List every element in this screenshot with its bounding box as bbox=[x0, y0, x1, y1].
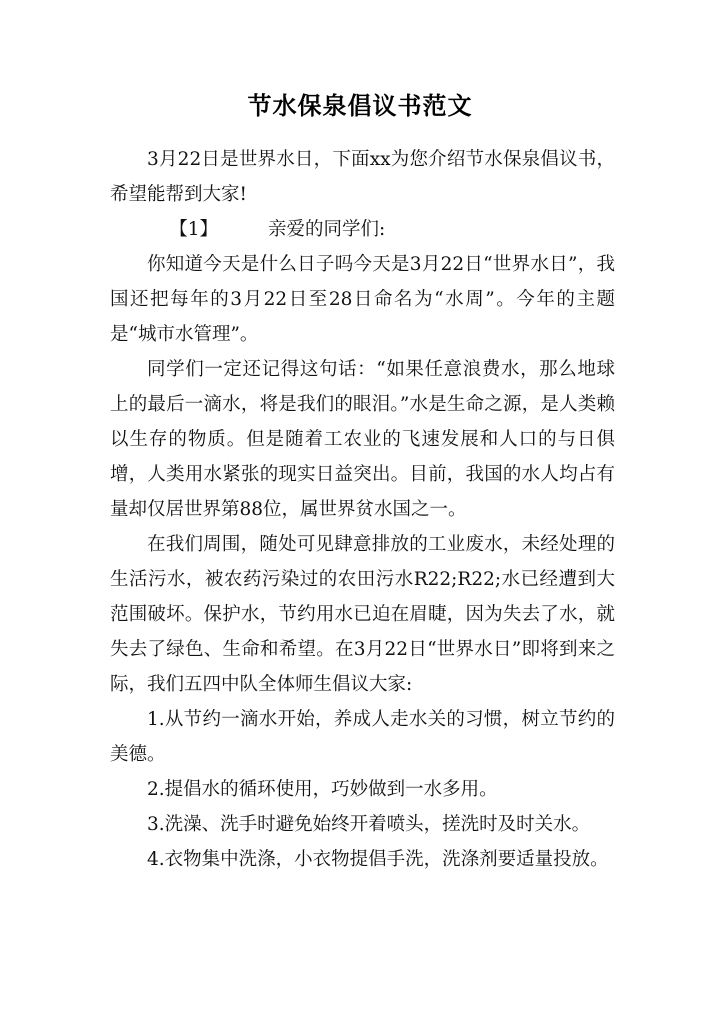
body-paragraph-1: 你知道今天是什么日子吗今天是3月22日“世界水日”，我国还把每年的3月22日至28日命名为“水周”。今年的主题是“城市水管理”。 bbox=[110, 254, 615, 345]
document-title: 节水保泉倡议书范文 bbox=[247, 92, 473, 120]
proposal-item-1: 1.从节约一滴水开始，养成人走水关的习惯，树立节约的美德。 bbox=[110, 709, 615, 765]
proposal-item-2: 2.提倡水的循环使用，巧妙做到一水多用。 bbox=[147, 779, 498, 800]
document-body bbox=[110, 142, 615, 877]
greeting-line bbox=[110, 212, 615, 247]
intro-paragraph: 3月22日是世界水日，下面xx为您介绍节水保泉倡议书，希望能帮到大家! bbox=[110, 149, 615, 205]
body-paragraph-2: 同学们一定还记得这句话：“如果任意浪费水，那么地球上的最后一滴水，将是我们的眼泪。”水是生命之源，是人类赖以生存的物质。但是随着工农业的飞速发展和人口的与日俱增，人类用水紧张的现实日益突出。目前，我国的水人均占有量却仅居世界第88位，属世界贫水国之一。 bbox=[110, 359, 615, 520]
body-paragraph-3: 在我们周围，随处可见肆意排放的工业废水，未经处理的生活污水，被农药污染过的农田污水R22;R22;水已经遭到大范围破坏。保护水，节约用水已迫在眉睫，因为失去了水，就失去了绿色、生命和希望。在3月22日“世界水日”即将到来之际，我们五四中队全体师生倡议大家: bbox=[110, 534, 615, 695]
salutation: 亲爱的同学们: bbox=[267, 219, 386, 240]
section-tag: 【1】 bbox=[169, 219, 218, 240]
proposal-item-3: 3.洗澡、洗手时避免始终开着喷头，搓洗时及时关水。 bbox=[147, 814, 591, 835]
proposal-item-4: 4.衣物集中洗涤，小衣物提倡手洗，洗涤剂要适量投放。 bbox=[147, 849, 609, 870]
